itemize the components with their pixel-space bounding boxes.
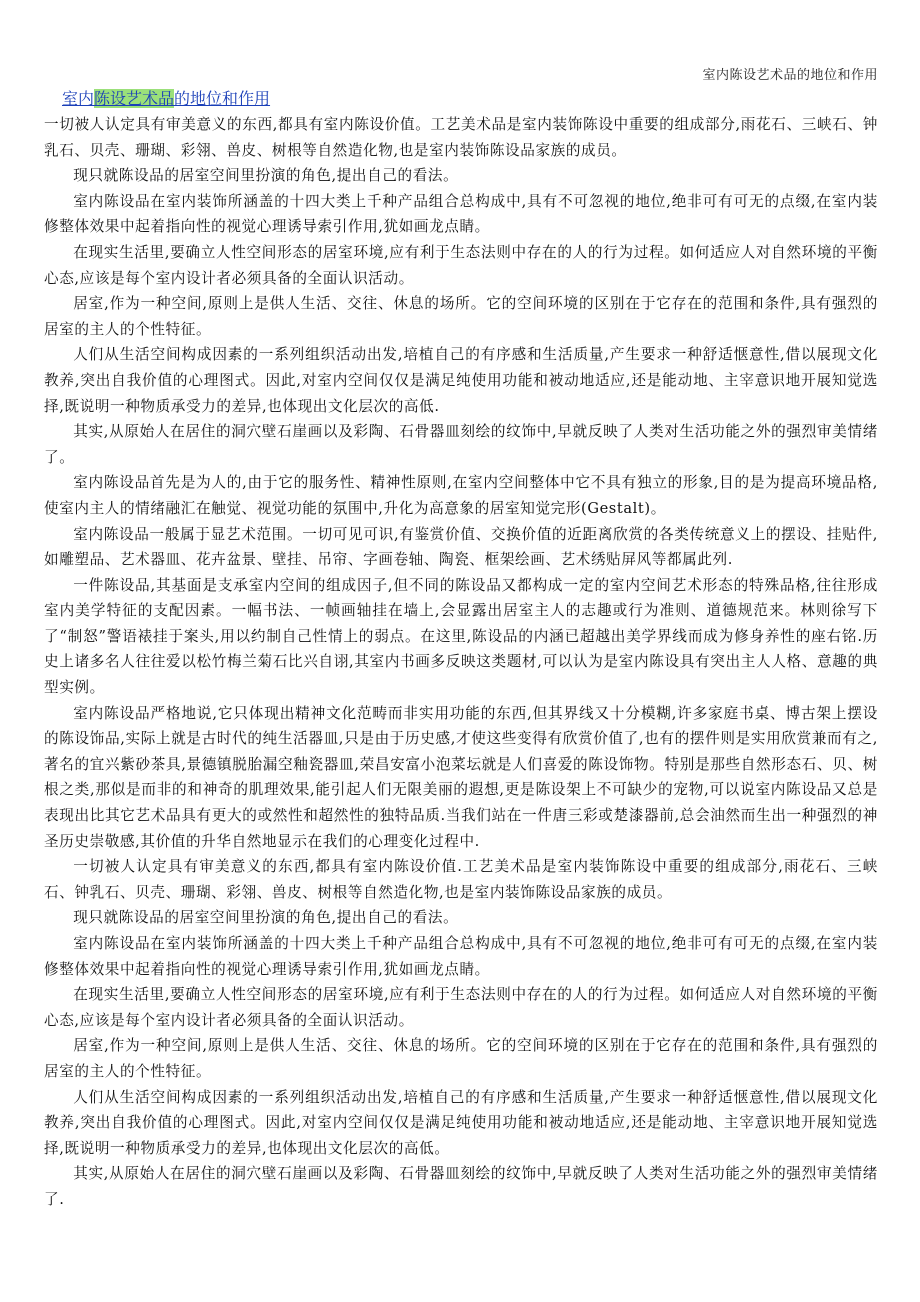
paragraph: 现只就陈设品的居室空间里扮演的角色,提出自己的看法。	[73, 167, 459, 185]
title-suffix: 的地位和作用	[174, 89, 271, 108]
paragraph: 一切被人认定具有审美意义的东西,都具有室内陈设价值.工艺美术品是室内装饰陈设中重要的组成部分,雨花石、三峡石、钟乳石、贝壳、珊瑚、彩翎、兽皮、树根等自然造化物,也是室内装饰陈设品家族的成员。	[44, 858, 878, 901]
paragraph: 人们从生活空间构成因素的一系列组织活动出发,培植自己的有序感和生活质量,产生要求一种舒适惬意性,借以展现文化教养,突出自我价值的心理图式。因此,对室内空间仅仅是满足纯使用功能和被动地适应,还是能动地、主宰意识地开展知觉选择,既说明一种物质承受力的差异,也体现出文化层次的高低。	[44, 1088, 878, 1157]
paragraph: 室内陈设品严格地说,它只体现出精神文化范畴而非实用功能的东西,但其界线又十分模糊,许多家庭书桌、博古架上摆设的陈设饰品,实际上就是古时代的纯生活器皿,只是由于历史感,才使这些变得有欣赏价值了,也有的摆件则是实用欣赏兼而有之,著名的宜兴紫砂茶具,景德镇脱胎漏空釉瓷器皿,荣昌安富小泡菜坛就是人们喜爱的陈设饰物。特别是那些自然形态石、贝、树根之类,那似是而非的和神奇的肌理效果,能引起人们无限美丽的遐想,更是陈设架上不可缺少的宠物,可以说室内陈设品又总是表现出比其它艺术品具有更大的或然性和超然性的独特品质.当我们站在一件唐三彩或楚漆器前,总会油然而生出一种强烈的神圣历史崇敬感,其价值的升华自然地显示在我们的心理变化过程中.	[44, 704, 878, 850]
title-prefix: 室内	[62, 89, 95, 108]
title-highlight: 陈设艺术品	[94, 89, 175, 108]
paragraph: 现只就陈设品的居室空间里扮演的角色,提出自己的看法。	[73, 909, 459, 927]
paragraph: 其实,从原始人在居住的洞穴壁石崖画以及彩陶、石骨器皿刻绘的纹饰中,早就反映了人类对生活功能之外的强烈审美情绪了.	[44, 1165, 878, 1208]
paragraph: 一切被人认定具有审美意义的东西,都具有室内陈设价值。工艺美术品是室内装饰陈设中重要的组成部分,雨花石、三峡石、钟乳石、贝壳、珊瑚、彩翎、兽皮、树根等自然造化物,也是室内装饰陈设品家族的成员。	[44, 116, 878, 159]
paragraph: 室内陈设品一般属于显艺术范围。一切可见可识,有鉴赏价值、交换价值的近距离欣赏的各类传统意义上的摆设、挂贴件,如雕塑品、艺术器皿、花卉盆景、壁挂、吊帘、字画卷轴、陶瓷、框架绘画、艺术绣贴屏风等都属此列.	[44, 525, 878, 569]
document-title[interactable]	[62, 88, 270, 110]
paragraph: 其实,从原始人在居住的洞穴壁石崖画以及彩陶、石骨器皿刻绘的纹饰中,早就反映了人类对生活功能之外的强烈审美情绪了。	[44, 423, 878, 466]
running-header: 室内陈设艺术品的地位和作用	[702, 68, 878, 83]
paragraph: 人们从生活空间构成因素的一系列组织活动出发,培植自己的有序感和生活质量,产生要求一种舒适惬意性,借以展现文化教养,突出自我价值的心理图式。因此,对室内空间仅仅是满足纯使用功能和被动地适应,还是能动地、主宰意识地开展知觉选择,既说明一种物质承受力的差异,也体现出文化层次的高低.	[44, 346, 878, 415]
paragraph: 一件陈设品,其基面是支承室内空间的组成因子,但不同的陈设品又都构成一定的室内空间艺术形态的特殊品格,往往形成室内美学特征的支配因素。一幅书法、一帧画轴挂在墙上,会显露出居室主人的志趣或行为准则、道德规范来。林则徐写下了“制怒”警语裱挂于案头,用以约制自己性情上的弱点。在这里,陈设品的内涵已超越出美学界线而成为修身养性的座右铭.历史上诸多名人往往爱以松竹梅兰菊石比兴自诩,其室内书画多反映这类题材,可以认为是室内陈设具有突出主人人格、意趣的典型实例。	[44, 576, 878, 697]
paragraph: 居室,作为一种空间,原则上是供人生活、交往、休息的场所。它的空间环境的区别在于它存在的范围和条件,具有强烈的居室的主人的个性特征。	[44, 1037, 878, 1080]
paragraph: 在现实生活里,要确立人性空间形态的居室环境,应有利于生态法则中存在的人的行为过程。如何适应人对自然环境的平衡心态,应该是每个室内设计者必须具备的全面认识活动。	[44, 243, 878, 287]
paragraph: 在现实生活里,要确立人性空间形态的居室环境,应有利于生态法则中存在的人的行为过程。如何适应人对自然环境的平衡心态,应该是每个室内设计者必须具备的全面认识活动。	[44, 986, 878, 1029]
paragraph: 室内陈设品在室内装饰所涵盖的十四大类上千种产品组合总构成中,具有不可忽视的地位,绝非可有可无的点缀,在室内装修整体效果中起着指向性的视觉心理诱导索引作用,犹如画龙点睛。	[44, 192, 878, 236]
paragraph: 室内陈设品在室内装饰所涵盖的十四大类上千种产品组合总构成中,具有不可忽视的地位,绝非可有可无的点缀,在室内装修整体效果中起着指向性的视觉心理诱导索引作用,犹如画龙点睛。	[44, 935, 878, 978]
paragraph: 室内陈设品首先是为人的,由于它的服务性、精神性原则,在室内空间整体中它不具有独立的形象,目的是为提高环境品格,使室内主人的情绪融汇在触觉、视觉功能的氛围中,升化为高意象的居室知觉完形(Gestalt)。	[44, 474, 878, 517]
document-body	[44, 112, 878, 1213]
paragraph: 居室,作为一种空间,原则上是供人生活、交往、休息的场所。它的空间环境的区别在于它存在的范围和条件,具有强烈的居室的主人的个性特征。	[44, 295, 878, 338]
